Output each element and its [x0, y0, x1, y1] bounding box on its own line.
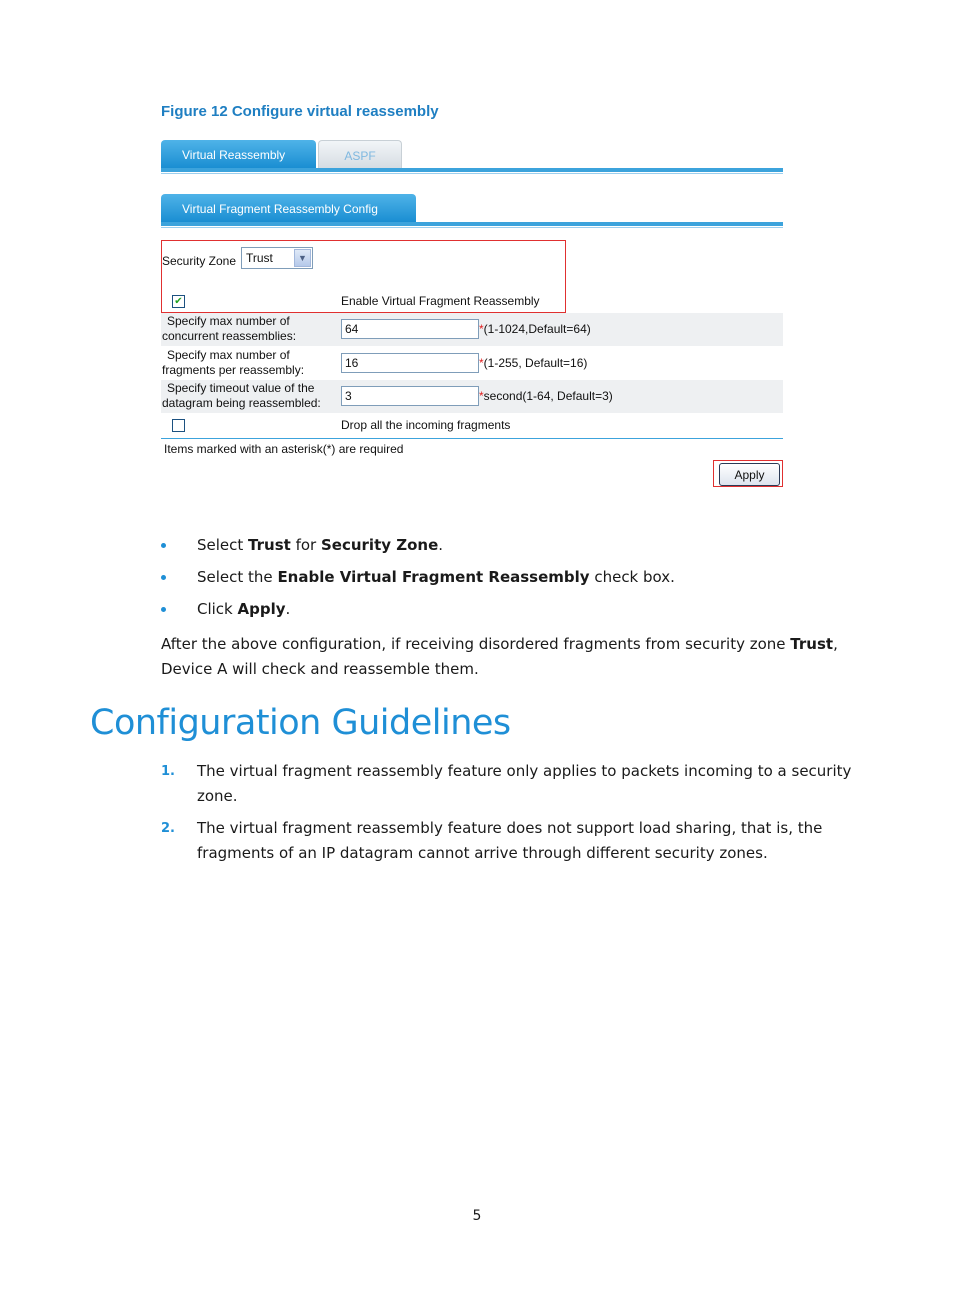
fragments-per-reassembly-input[interactable]: 16 — [341, 353, 479, 373]
tab-virtual-reassembly[interactable]: Virtual Reassembly — [161, 140, 316, 168]
list-item: 2. The virtual fragment reassembly feature does not support load sharing, that is, the fragments of an IP datagram cannot arrive through different security zones. — [161, 819, 823, 862]
subtab-bar-underline — [161, 227, 783, 228]
subtab-fragment-config[interactable]: Virtual Fragment Reassembly Config — [161, 194, 416, 222]
enable-reassembly-checkbox[interactable] — [172, 295, 185, 308]
field-row-timeout — [161, 380, 783, 413]
timeout-input[interactable]: 3 — [341, 386, 479, 406]
list-item: Click Apply. — [161, 597, 675, 629]
concurrent-reassemblies-input[interactable]: 64 — [341, 319, 479, 339]
bullet-icon — [161, 607, 166, 612]
field-hint: *second(1-64, Default=3) — [479, 389, 613, 403]
enable-reassembly-label: Enable Virtual Fragment Reassembly — [341, 294, 540, 308]
drop-fragments-label: Drop all the incoming fragments — [341, 418, 511, 432]
bullet-icon — [161, 575, 166, 580]
ui-screenshot — [161, 140, 783, 490]
field-hint: *(1-255, Default=16) — [479, 356, 588, 370]
field-hint: *(1-1024,Default=64) — [479, 322, 591, 336]
security-zone-label: Security Zone — [162, 254, 237, 268]
list-item: Select Trust for Security Zone. — [161, 533, 675, 565]
security-zone-value: Trust — [246, 251, 273, 265]
field-label: Specify max number of concurrent reassemblies: — [162, 314, 297, 343]
section-title: Configuration Guidelines — [90, 703, 511, 743]
list-item: Select the Enable Virtual Fragment Reassembly check box. — [161, 565, 675, 597]
required-note: Items marked with an asterisk(*) are required — [164, 442, 404, 456]
step-list — [161, 533, 675, 629]
chevron-down-icon[interactable]: ▼ — [294, 249, 311, 267]
field-row-fragments — [161, 347, 783, 380]
list-item: 1. The virtual fragment reassembly feature only applies to packets incoming to a security zone. — [161, 762, 852, 805]
guidelines-list — [161, 759, 881, 873]
field-label: Specify max number of fragments per reassembly: — [162, 348, 305, 377]
field-row-concurrent — [161, 313, 783, 346]
subtab-bar-line — [161, 222, 783, 226]
form-separator — [161, 438, 783, 439]
bullet-icon — [161, 543, 166, 548]
figure-caption: Figure 12 Configure virtual reassembly — [161, 103, 439, 120]
field-label: Specify timeout value of the datagram being reassembled: — [162, 381, 321, 410]
security-zone-select[interactable] — [241, 247, 313, 269]
check-icon: ✔ — [174, 296, 183, 307]
drop-fragments-checkbox[interactable] — [172, 419, 185, 432]
page-number: 5 — [472, 1208, 482, 1224]
tab-bar-line — [161, 168, 783, 172]
result-paragraph: After the above configuration, if receiving disordered fragments from security zone Trust, Device A will check and reassemble them. — [161, 635, 838, 678]
apply-button[interactable]: Apply — [719, 463, 780, 486]
tab-bar-underline — [161, 173, 783, 174]
tab-aspf[interactable]: ASPF — [318, 140, 402, 168]
